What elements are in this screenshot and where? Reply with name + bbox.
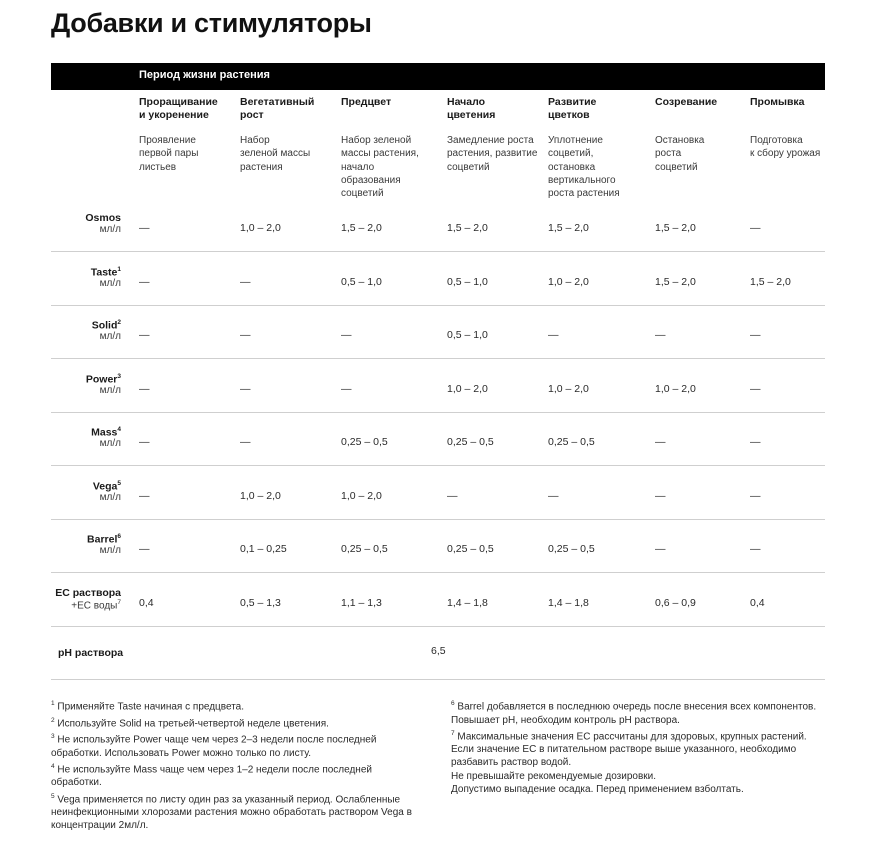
footnote-ref: 4 <box>117 426 121 433</box>
dosage-cell: — <box>750 329 761 341</box>
stage-description <box>548 134 644 200</box>
footnote-text: Максимальные значения EC рассчитаны для здоровых, крупных растений. <box>454 731 807 743</box>
ec-cell: 0,4 <box>750 596 765 609</box>
dosage-cell: 1,5 – 2,0 <box>655 275 696 288</box>
footnote-line <box>451 743 816 756</box>
footnote-ref: 2 <box>117 319 121 326</box>
row-divider <box>51 465 825 466</box>
ec-cell: 0,5 – 1,3 <box>240 596 281 609</box>
stage-description <box>750 134 846 161</box>
dosage-cell: 1,5 – 2,0 <box>655 222 696 234</box>
stage-description-line: листьев <box>139 161 177 173</box>
stage-description <box>447 134 543 174</box>
footnotes-left <box>51 697 412 832</box>
stage-name-line: Вегетативный <box>240 96 315 108</box>
footnote-text: Повышает pH, необходим контроль pH раствора. <box>451 714 680 726</box>
footnote-ref: 6 <box>117 533 121 540</box>
footnote-text: разбавить раствор водой. <box>451 757 572 769</box>
dosage-cell: — <box>655 489 666 502</box>
product-unit: мл/л <box>99 438 121 449</box>
footnote-number: 7 <box>451 729 455 737</box>
footnote-line <box>51 730 412 747</box>
dosage-cell: 1,0 – 2,0 <box>240 489 281 502</box>
footnote-text: обработки. <box>51 777 102 789</box>
dosage-cell: — <box>447 489 458 502</box>
ec-cell: 0,6 – 0,9 <box>655 596 696 609</box>
dosage-cell: 1,5 – 2,0 <box>341 222 382 234</box>
dosage-cell: 0,25 – 0,5 <box>447 436 494 448</box>
stage-description-line: зеленой массы <box>240 148 311 160</box>
dosage-cell: 1,5 – 2,0 <box>548 222 589 234</box>
stage-name-line: Проращивание <box>139 96 218 108</box>
footnote-line <box>451 714 816 727</box>
footnotes-right <box>451 697 816 796</box>
dosage-cell: — <box>750 222 761 234</box>
footnote-text: Не превышайте рекомендуемые дозировки. <box>451 770 657 782</box>
footnote-text: концентрации 2мл/л. <box>51 820 149 832</box>
footnote-line <box>51 697 412 714</box>
stage-description-line: Остановка <box>655 135 705 146</box>
dosage-cell: — <box>341 382 352 395</box>
dosage-cell: 1,5 – 2,0 <box>750 275 791 288</box>
stage-description-line: остановка <box>548 161 596 173</box>
dosage-cell: — <box>240 275 251 288</box>
footnote-text: обработки. Использовать Power можно только по листу. <box>51 747 312 759</box>
dosage-cell: 1,0 – 2,0 <box>341 489 382 502</box>
ec-row-unit <box>71 599 121 611</box>
ec-row-label: EC раствора <box>55 586 121 599</box>
dosage-cell: 1,0 – 2,0 <box>240 222 281 234</box>
dosage-cell: 0,5 – 1,0 <box>341 275 382 288</box>
dosage-cell: — <box>240 329 251 341</box>
dosage-cell: — <box>548 489 559 502</box>
stage-description-line: Уплотнение <box>548 135 603 146</box>
dosage-cell: — <box>139 275 150 288</box>
row-divider <box>51 358 825 359</box>
dosage-cell: — <box>139 543 150 555</box>
stage-name <box>139 96 239 122</box>
footnote-text: Применяйте Taste начиная с предцвета. <box>54 701 245 713</box>
dosage-cell: 0,25 – 0,5 <box>341 543 388 555</box>
period-header-label: Период жизни растения <box>139 69 270 81</box>
footnote-number: 5 <box>51 792 55 800</box>
stage-name <box>548 96 648 122</box>
page-title: Добавки и стимуляторы <box>51 8 372 38</box>
stage-description-line: начало <box>341 161 375 173</box>
dosage-cell: — <box>548 329 559 341</box>
dosage-cell: — <box>750 489 761 502</box>
stage-description-line: образования <box>341 174 401 186</box>
stage-description-line: первой пары <box>139 148 199 160</box>
stage-description-line: Замедление роста <box>447 135 534 146</box>
dosage-cell: — <box>655 329 666 341</box>
stage-description-line: вертикального <box>548 174 616 186</box>
stage-name <box>341 96 441 109</box>
product-unit: мл/л <box>99 224 121 235</box>
stage-description <box>240 134 336 174</box>
dosage-cell: — <box>750 436 761 448</box>
stage-name-line: Промывка <box>750 96 805 108</box>
stage-name-line: Начало <box>447 96 486 108</box>
product-unit: мл/л <box>99 491 121 503</box>
product-name-text: Barrel <box>87 533 118 546</box>
footnote-ref: 3 <box>117 372 121 380</box>
row-divider <box>51 251 825 252</box>
dosage-cell: 1,5 – 2,0 <box>447 222 488 234</box>
stage-name-line: Предцвет <box>341 96 392 108</box>
stage-description-line: роста <box>655 148 682 160</box>
stage-name-line: рост <box>240 109 264 121</box>
footnote-number: 6 <box>451 700 455 707</box>
footnote-text: Используйте Solid на третьей-четвертой неделе цветения. <box>54 717 329 729</box>
dosage-cell: — <box>750 382 761 395</box>
dosage-cell: — <box>655 436 666 448</box>
product-unit: мл/л <box>99 331 121 342</box>
footnote-text: Если значение EC в питательном растворе выше указанного, необходимо <box>451 744 797 756</box>
dosage-cell: 0,5 – 1,0 <box>447 275 488 288</box>
period-header-band <box>51 63 825 90</box>
dosage-cell: — <box>139 329 150 341</box>
dosage-cell: 0,25 – 0,5 <box>447 543 494 555</box>
ec-cell: 0,4 <box>139 596 154 609</box>
dosage-cell: 0,1 – 0,25 <box>240 543 287 555</box>
dosage-cell: 0,25 – 0,5 <box>341 436 388 448</box>
footnote-line <box>51 776 412 789</box>
stage-name <box>240 96 340 122</box>
stage-name-line: Развитие <box>548 96 597 108</box>
row-divider <box>51 572 825 573</box>
stage-description <box>139 134 235 174</box>
product-name <box>92 319 121 332</box>
row-divider <box>51 519 825 520</box>
dosage-cell: — <box>341 329 352 341</box>
product-unit: мл/л <box>99 384 121 396</box>
footnote-number: 2 <box>51 716 55 724</box>
footnote-line <box>51 747 412 760</box>
stage-description-line: растения, развитие <box>447 148 538 160</box>
row-divider <box>51 679 825 680</box>
stage-name-line: Созревание <box>655 96 718 108</box>
stage-name <box>750 96 850 109</box>
footnote-line <box>51 760 412 777</box>
product-name <box>93 480 121 493</box>
product-name <box>91 426 121 439</box>
stage-description-line: Набор <box>240 135 270 146</box>
dosage-cell: 1,0 – 2,0 <box>548 275 589 288</box>
dosage-cell: — <box>139 489 150 502</box>
footnote-line <box>51 819 412 832</box>
dosage-cell: — <box>139 436 150 448</box>
stage-description-line: Подготовка <box>750 135 803 146</box>
stage-description-line: соцветий <box>341 188 384 200</box>
product-name <box>91 266 121 279</box>
dosage-cell: 1,0 – 2,0 <box>548 382 589 395</box>
ec-cell: 1,4 – 1,8 <box>548 596 589 609</box>
stage-description-line: соцветий <box>655 161 698 173</box>
ph-row-label: pH раствора <box>58 647 124 659</box>
product-name <box>87 533 121 546</box>
footnote-text: неинфекционными хлорозами растения можно обработать раствором Vega в <box>51 807 412 819</box>
dosage-cell: 0,25 – 0,5 <box>548 436 595 448</box>
ph-row-value: 6,5 <box>431 645 446 657</box>
product-unit: мл/л <box>99 545 121 556</box>
dosage-cell: 0,25 – 0,5 <box>548 543 595 555</box>
stage-description-line: роста растения <box>548 188 620 200</box>
footnote-ref: 5 <box>117 479 121 487</box>
stage-name-line: цветков <box>548 109 590 121</box>
footnote-ref: 7 <box>117 598 121 606</box>
dosage-cell: — <box>655 543 666 555</box>
stage-description-line: соцветий, <box>548 148 594 160</box>
stage-description-line: Набор зеленой <box>341 135 412 146</box>
product-name-text: Mass <box>91 426 118 439</box>
dosage-cell: — <box>750 543 761 555</box>
footnote-number: 1 <box>51 700 55 707</box>
footnote-ref: 1 <box>117 265 121 273</box>
product-name-text: Vega <box>92 480 118 492</box>
footnote-number: 4 <box>51 762 55 770</box>
stage-description-line: массы растения, <box>341 148 419 160</box>
dosage-cell: — <box>139 222 150 234</box>
row-divider <box>51 626 825 627</box>
stage-name <box>655 96 755 109</box>
stage-description <box>655 134 751 174</box>
product-name-text: Power <box>85 373 118 385</box>
footnote-text: Не используйте Power чаще чем через 2–3 недели после последней <box>54 734 377 746</box>
stage-description-line: соцветий <box>447 161 490 173</box>
footnote-text: Vega применяется по листу один раз за указанный период. Ослабленные <box>54 793 401 805</box>
product-unit: мл/л <box>99 277 121 289</box>
stage-description-line: к сбору урожая <box>750 148 821 160</box>
stage-name-line: и укоренение <box>139 109 209 121</box>
footnote-line <box>51 806 412 819</box>
footnote-line <box>451 783 816 796</box>
row-divider <box>51 412 825 413</box>
stage-description-line: растения <box>240 161 283 173</box>
footnote-line <box>51 790 412 807</box>
stage-description-line: Проявление <box>139 135 196 146</box>
footnote-line <box>451 697 816 714</box>
ec-row-unit-text: +EC воды <box>71 599 118 611</box>
product-name-text: Solid <box>91 319 118 332</box>
footnote-text: Не используйте Mass чаще чем через 1–2 недели после последней <box>54 764 372 776</box>
dosage-cell: 0,5 – 1,0 <box>447 329 488 341</box>
dosage-cell: — <box>240 382 251 395</box>
stage-description <box>341 134 437 200</box>
dosage-cell: 1,0 – 2,0 <box>447 382 488 395</box>
dosage-cell: — <box>240 436 251 448</box>
ec-cell: 1,1 – 1,3 <box>341 596 382 609</box>
product-name-text: Osmos <box>85 212 121 224</box>
ec-cell: 1,4 – 1,8 <box>447 596 488 609</box>
stage-name-line: цветения <box>447 109 496 121</box>
footnote-line <box>451 770 816 783</box>
footnote-line <box>51 714 412 731</box>
footnote-text: Barrel добавляется в последнюю очередь после внесения всех компонентов. <box>454 701 817 713</box>
footnote-line <box>451 756 816 769</box>
dosage-cell: 1,0 – 2,0 <box>655 382 696 395</box>
product-name <box>86 373 121 386</box>
footnote-text: Допустимо выпадение осадка. Перед применением взболтать. <box>451 783 744 795</box>
product-name <box>85 212 121 224</box>
footnote-number: 3 <box>51 733 55 741</box>
footnote-line <box>451 727 816 744</box>
product-name-text: Taste <box>90 266 118 278</box>
row-divider <box>51 305 825 306</box>
dosage-cell: — <box>139 382 150 395</box>
stage-name <box>447 96 547 122</box>
